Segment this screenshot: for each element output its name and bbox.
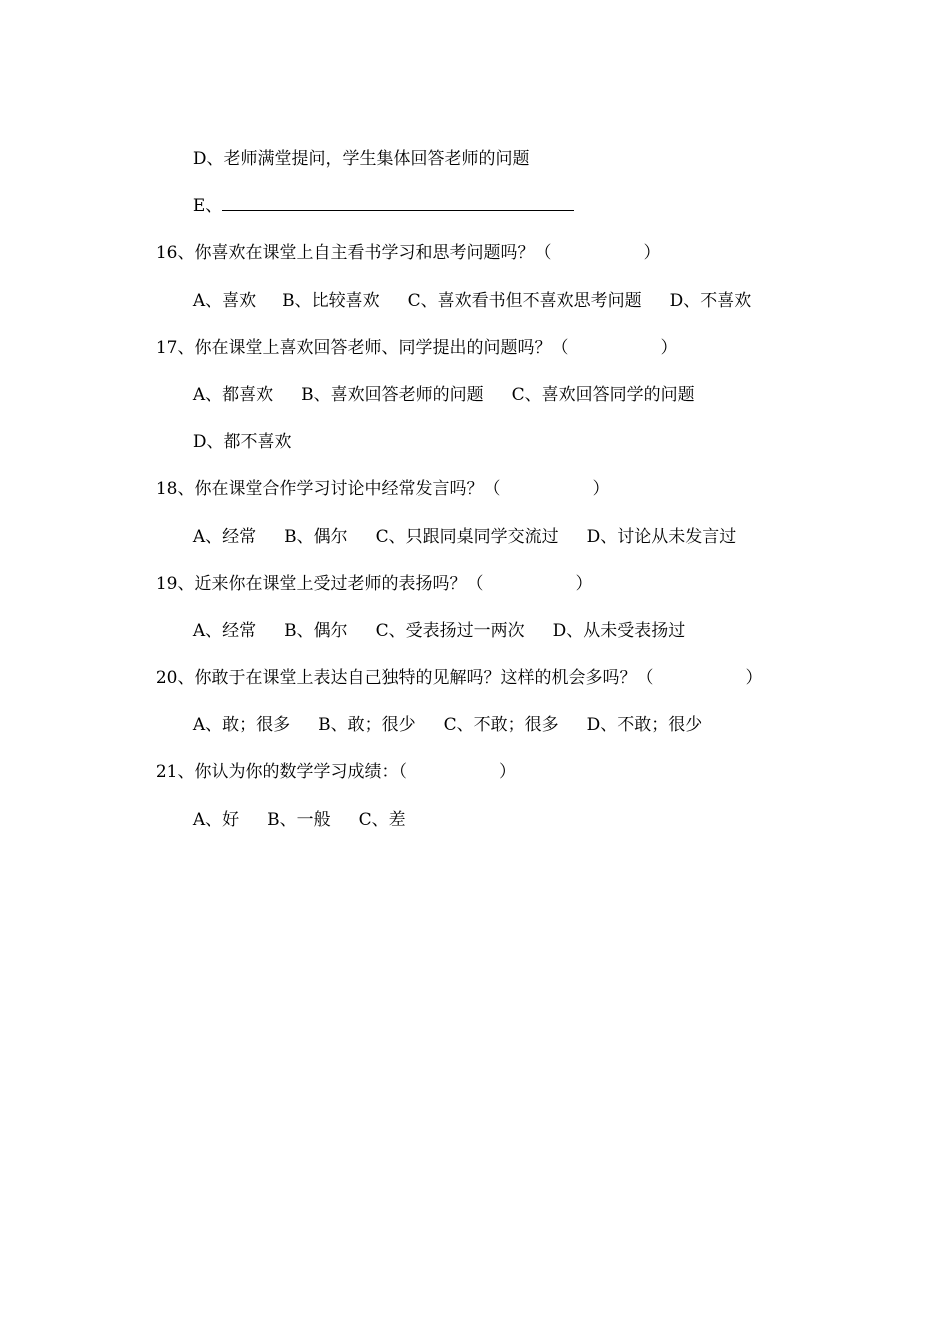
- question-text: 20、你敢于在课堂上表达自己独特的见解吗？这样的机会多吗？（: [155, 668, 654, 688]
- option-c: C、受表扬过一两次: [375, 621, 525, 641]
- option-a: A、喜欢: [192, 291, 257, 311]
- option-d: D、都不喜欢: [192, 432, 292, 452]
- close-paren: ）: [745, 668, 763, 688]
- option-b: B、偶尔: [284, 621, 348, 641]
- option-c: C、不敢；很多: [443, 715, 559, 735]
- close-paren: ）: [575, 574, 593, 594]
- option-a: A、好: [192, 810, 240, 830]
- question-text: 19、近来你在课堂上受过老师的表扬吗？（: [155, 574, 484, 594]
- question-text: 17、你在课堂上喜欢回答老师、同学提出的问题吗？（: [155, 338, 569, 358]
- option-b: B、比较喜欢: [282, 291, 380, 311]
- question-19: [145, 551, 593, 594]
- fill-in-blank[interactable]: [222, 196, 574, 211]
- option-c: C、只跟同桌同学交流过: [375, 527, 559, 547]
- option-a: A、经常: [192, 527, 257, 547]
- question-21: [145, 739, 516, 782]
- options-16: [182, 268, 752, 311]
- option-a: A、经常: [192, 621, 257, 641]
- question-17: [145, 315, 678, 358]
- question-text: 18、你在课堂合作学习讨论中经常发言吗？（: [155, 479, 501, 499]
- close-paren: ）: [660, 338, 678, 358]
- question-16: [145, 220, 661, 263]
- option-line-blank: [182, 173, 574, 216]
- question-text: 21、你认为你的数学学习成绩：（: [155, 762, 407, 782]
- option-c: C、差: [358, 810, 406, 830]
- option-b: B、偶尔: [284, 527, 348, 547]
- option-b: B、敢；很少: [318, 715, 416, 735]
- options-18: [182, 504, 737, 547]
- options-17-cont: [182, 409, 292, 452]
- option-e-prefix: E、: [192, 196, 223, 216]
- option-d: D、讨论从未发言过: [586, 527, 737, 547]
- close-paren: ）: [643, 243, 661, 263]
- option-b: B、一般: [267, 810, 331, 830]
- option-a: A、敢；很多: [192, 715, 291, 735]
- option-a: A、都喜欢: [192, 385, 274, 405]
- options-19: [182, 598, 686, 641]
- option-d: D、老师满堂提问，学生集体回答老师的问题: [192, 149, 530, 169]
- close-paren: ）: [592, 479, 610, 499]
- option-d: D、不喜欢: [669, 291, 752, 311]
- options-20: [182, 692, 703, 735]
- question-text: 16、你喜欢在课堂上自主看书学习和思考问题吗？（: [155, 243, 552, 263]
- options-21: [182, 787, 406, 830]
- option-d: D、不敢；很少: [586, 715, 703, 735]
- option-d: D、从未受表扬过: [552, 621, 686, 641]
- option-c: C、喜欢看书但不喜欢思考问题: [407, 291, 642, 311]
- option-c: C、喜欢回答同学的问题: [511, 385, 695, 405]
- question-18: [145, 456, 610, 499]
- option-b: B、喜欢回答老师的问题: [301, 385, 484, 405]
- option-line: [182, 126, 530, 169]
- options-17: [182, 362, 695, 405]
- close-paren: ）: [498, 762, 516, 782]
- question-20: [145, 645, 763, 688]
